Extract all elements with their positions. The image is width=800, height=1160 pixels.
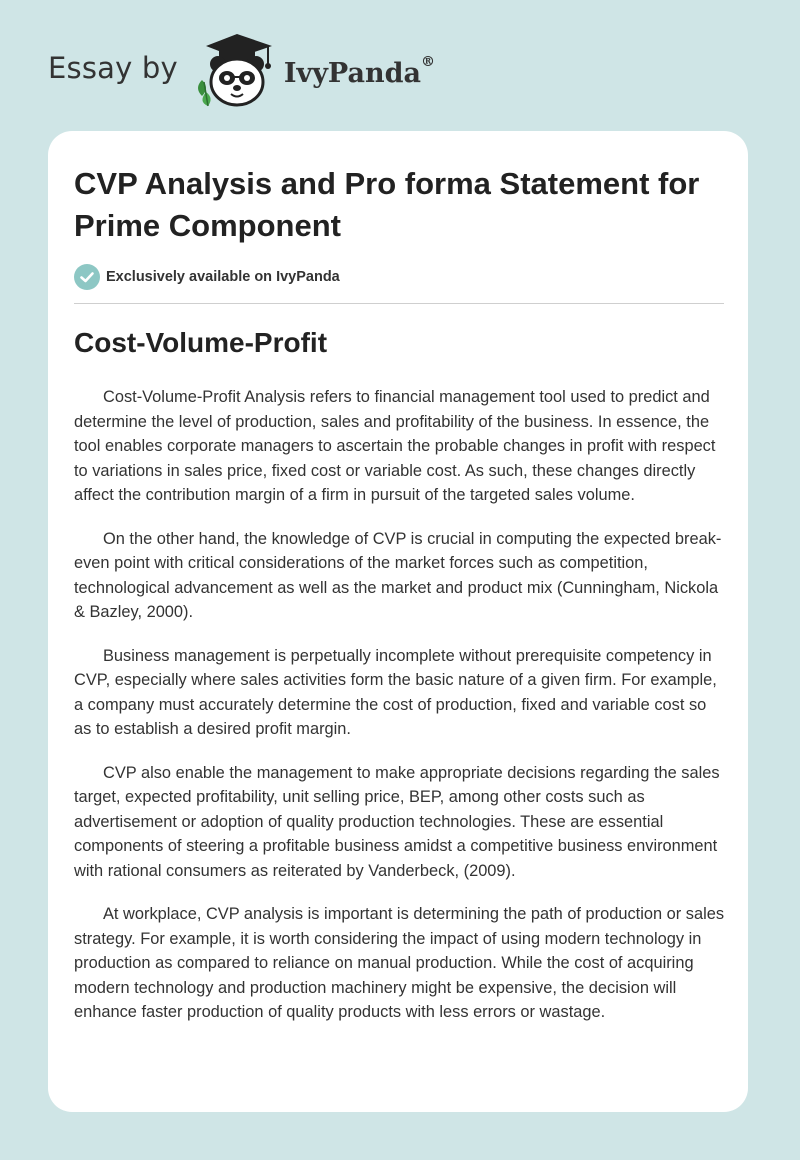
article-body	[74, 385, 726, 1044]
page-title: CVP Analysis and Pro forma Statement for Prime Component	[74, 166, 700, 243]
exclusive-badge	[74, 264, 340, 290]
site-header	[48, 30, 508, 110]
section-heading: Cost-Volume-Profit	[74, 327, 328, 358]
check-circle-icon	[74, 264, 100, 290]
paragraph: At workplace, CVP analysis is important is determining the path of production or sales strategy. For example, it is worth considering the impact of using modern technology in production as compared to reliance on manual production. While the cost of acquiring modern technology and production machinery might be expensive, the decision will enhance faster production of quality products with less errors or wastage.	[74, 905, 725, 1021]
paragraph: On the other hand, the knowledge of CVP is crucial in computing the expected break-even point with critical considerations of the market forces such as competition, technological advancement as well as the market and product mix (Cunningham, Nickola & Bazley, 2000).	[74, 529, 722, 621]
badge-label: Exclusively available on IvyPanda	[106, 269, 340, 285]
essay-card	[48, 131, 748, 1112]
paragraph: Cost-Volume-Profit Analysis refers to financial management tool used to predict and determine the level of production, sales and profitability of the business. In essence, the tool enables corporate managers to ascertain the probable changes in profit with respect to variations in sales price, fixed cost or variable cost. As such, these changes directly affect the contribution margin of a firm in pursuit of the targeted sales volume.	[74, 388, 716, 504]
divider	[74, 303, 724, 304]
paragraph: CVP also enable the management to make appropriate decisions regarding the sales target, expected profitability, unit selling price, BEP, among other costs such as advertisement or adoption of quality production technologies. These are essential components of steering a profitable business amidst a competitive business environment with rational consumers as reiterated by Vanderbeck, (2009).	[74, 763, 720, 880]
brand-name[interactable]: IvyPanda®	[283, 53, 435, 89]
panda-logo-icon[interactable]	[192, 30, 282, 110]
registered-mark: ®	[420, 53, 435, 70]
essay-by-label: Essay by	[48, 51, 178, 85]
paragraph: Business management is perpetually incomplete without prerequisite competency in CVP, especially where sales activities form the basic nature of a given firm. For example, a company must accurately determine the cost of production, fixed and variable cost so as to establish a desired profit margin.	[74, 646, 717, 738]
